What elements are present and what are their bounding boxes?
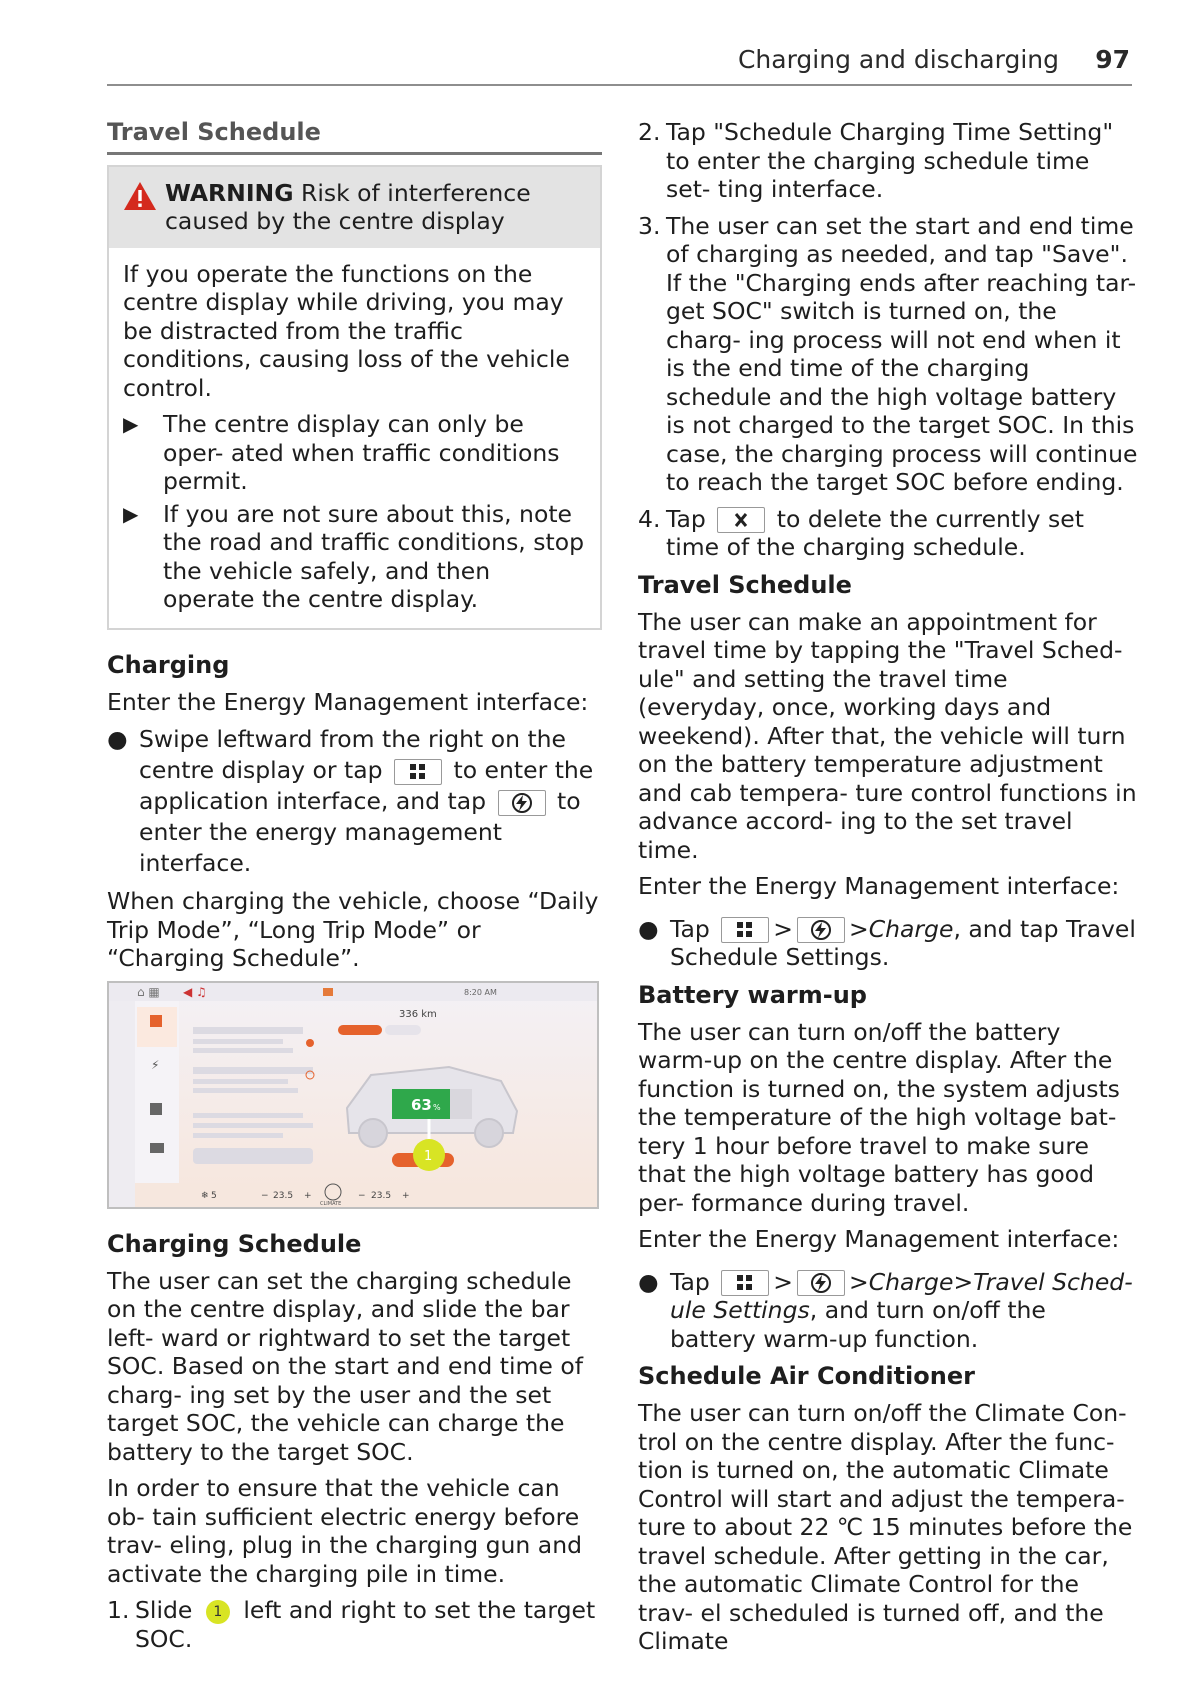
chevron-right-icon: > bbox=[773, 914, 793, 943]
bullet-icon: ● bbox=[107, 725, 128, 753]
step-item: 3. The user can set the start and end time of charging as needed, and tap "Save". If the "Charging ends after reaching tar- get SOC" switch is turned on, the charg- ing process will not end when it is the end time of the charging schedule and the high voltage battery is not charged to the target SOC. In this case, the charging process will continue to reach the target SOC before ending. bbox=[638, 211, 1138, 496]
energy-lightning-icon bbox=[498, 790, 546, 816]
warning-triangle-icon bbox=[123, 181, 157, 211]
battery-warmup-heading: Battery warm-up bbox=[638, 980, 867, 1009]
centre-display-screenshot bbox=[107, 981, 599, 1209]
travel-schedule-p1: The user can make an appointment for travel time by tapping the "Travel Sched- ule" and setting the travel time (everyday, once, working days and weekend). After that, the vehicle will turn on the battery temperature adjustment and cab tempera- ture control functions in advance accord- ing to the set travel time. bbox=[638, 607, 1137, 864]
energy-lightning-icon bbox=[797, 917, 845, 943]
schedule-ac-heading: Schedule Air Conditioner bbox=[638, 1362, 975, 1390]
right-column bbox=[638, 118, 1138, 1664]
marker-1-text: 1 bbox=[424, 1148, 433, 1164]
charging-schedule-p1: The user can set the charging schedule on the centre display, and slide the bar left- ward or rightward to set the target SOC. Based on the start and end time of charg- ing set by the user and the set target SOC, the vehicle can charge the battery to the target SOC. bbox=[107, 1266, 583, 1466]
soc-value: 63 bbox=[411, 1095, 432, 1114]
warning-heading: Risk of interference caused by the centre display bbox=[165, 178, 531, 235]
triangle-bullet-icon: ▶ bbox=[123, 412, 139, 436]
apps-grid-icon bbox=[721, 917, 769, 943]
soc-unit: % bbox=[433, 1102, 441, 1112]
svg-text:−: − bbox=[358, 1190, 366, 1201]
section-title: Travel Schedule bbox=[107, 118, 602, 155]
charging-heading: Charging bbox=[107, 650, 230, 679]
step-item: 4. Tap to delete the currently set time of the charging schedule. bbox=[638, 504, 1084, 561]
warning-body bbox=[109, 248, 600, 628]
warning-box bbox=[107, 165, 602, 630]
charging-intro: Enter the Energy Management interface: bbox=[107, 687, 589, 716]
temp-right: 23.5 bbox=[371, 1190, 392, 1201]
close-icon bbox=[717, 507, 765, 533]
bullet-icon: ● bbox=[638, 1267, 659, 1296]
page-number: 97 bbox=[1095, 45, 1130, 74]
list-item: ● Tap > >Charge, and tap Travel Schedule Settings. bbox=[638, 914, 1136, 971]
range-text: 336 km bbox=[399, 1008, 437, 1020]
svg-text:−: − bbox=[261, 1190, 269, 1201]
page-header bbox=[107, 44, 1132, 86]
climate-label: CLIMATE bbox=[320, 1200, 342, 1207]
triangle-bullet-icon: ▶ bbox=[123, 501, 139, 526]
left-column bbox=[107, 118, 602, 1661]
svg-text:+: + bbox=[304, 1190, 312, 1201]
bullet-icon: ● bbox=[638, 914, 659, 943]
step-item: 2. Tap "Schedule Charging Time Setting" to enter the charging schedule time set- ting interface. bbox=[638, 118, 1114, 203]
chevron-right-icon: > bbox=[773, 1267, 793, 1296]
svg-text:⚡: ⚡ bbox=[151, 1057, 160, 1072]
fan-level: 5 bbox=[211, 1190, 217, 1201]
warning-header bbox=[109, 167, 600, 248]
travel-schedule-intro: Enter the Energy Management interface: bbox=[638, 872, 1120, 900]
temp-left: 23.5 bbox=[273, 1190, 294, 1201]
apps-grid-icon bbox=[721, 1270, 769, 1296]
battery-warmup-intro: Enter the Energy Management interface: bbox=[638, 1225, 1120, 1253]
svg-text:❄: ❄ bbox=[201, 1190, 209, 1201]
svg-text:+: + bbox=[402, 1190, 410, 1201]
svg-text:⌂ ▦: ⌂ ▦ bbox=[137, 984, 160, 999]
warning-item: ▶ If you are not sure about this, note the road and traffic conditions, stop the vehicle safely, and then operate the centre display. bbox=[123, 499, 585, 613]
chevron-right-icon: > bbox=[848, 1267, 869, 1296]
step-item: 1. Slide 1 left and right to set the target SOC. bbox=[107, 1596, 596, 1653]
svg-text:◀ ♫: ◀ ♫ bbox=[183, 984, 207, 999]
warning-item: ▶ The centre display can only be oper- ated when traffic conditions permit. bbox=[123, 410, 560, 495]
chapter-title: Charging and discharging bbox=[737, 45, 1059, 74]
list-item: ● Swipe leftward from the right on the centre display or tap to enter the application interface, and tap to enter the energy management interface. bbox=[107, 725, 594, 877]
chevron-right-icon: > bbox=[848, 914, 869, 943]
apps-grid-icon bbox=[394, 759, 442, 785]
energy-lightning-icon bbox=[797, 1270, 845, 1296]
chevron-right-icon: > bbox=[953, 1267, 974, 1296]
list-item: ● Tap > >Charge>Travel Sched- ule Settings, and turn on/off the battery warm-up function. bbox=[638, 1267, 1133, 1353]
warning-text: If you operate the functions on the centre display while driving, you may be distracted from the traffic conditions, causing loss of the vehicle control. bbox=[123, 259, 570, 402]
warning-label: WARNING bbox=[165, 178, 294, 207]
charging-paragraph: When charging the vehicle, choose “Daily Trip Mode”, “Long Trip Mode” or “Charging Schedule”. bbox=[107, 887, 599, 972]
travel-schedule-heading: Travel Schedule bbox=[638, 570, 852, 599]
charging-schedule-p2: In order to ensure that the vehicle can ob- tain sufficient electric energy before trav- eling, plug in the charging gun and activate the charging pile in time. bbox=[107, 1474, 583, 1588]
charging-schedule-heading: Charging Schedule bbox=[107, 1229, 362, 1258]
clock-text: 8:20 AM bbox=[464, 987, 497, 997]
battery-warmup-p1: The user can turn on/off the battery warm-up on the centre display. After the function is turned on, the system adjusts the temperature of the high voltage bat- tery 1 hour before travel to make sure that the high voltage battery has good per- formance during travel. bbox=[638, 1017, 1120, 1217]
schedule-ac-p1: The user can turn on/off the Climate Con- trol on the centre display. After the func- tion is turned on, the automatic Climate Control will start and adjust the tempera- ture to about 22 ℃ 15 minutes before the travel schedule. After getting in the car, the automatic Climate Control for the trav- el scheduled is turned off, and the Climate bbox=[638, 1399, 1133, 1655]
slider-marker-icon: 1 bbox=[206, 1600, 230, 1624]
